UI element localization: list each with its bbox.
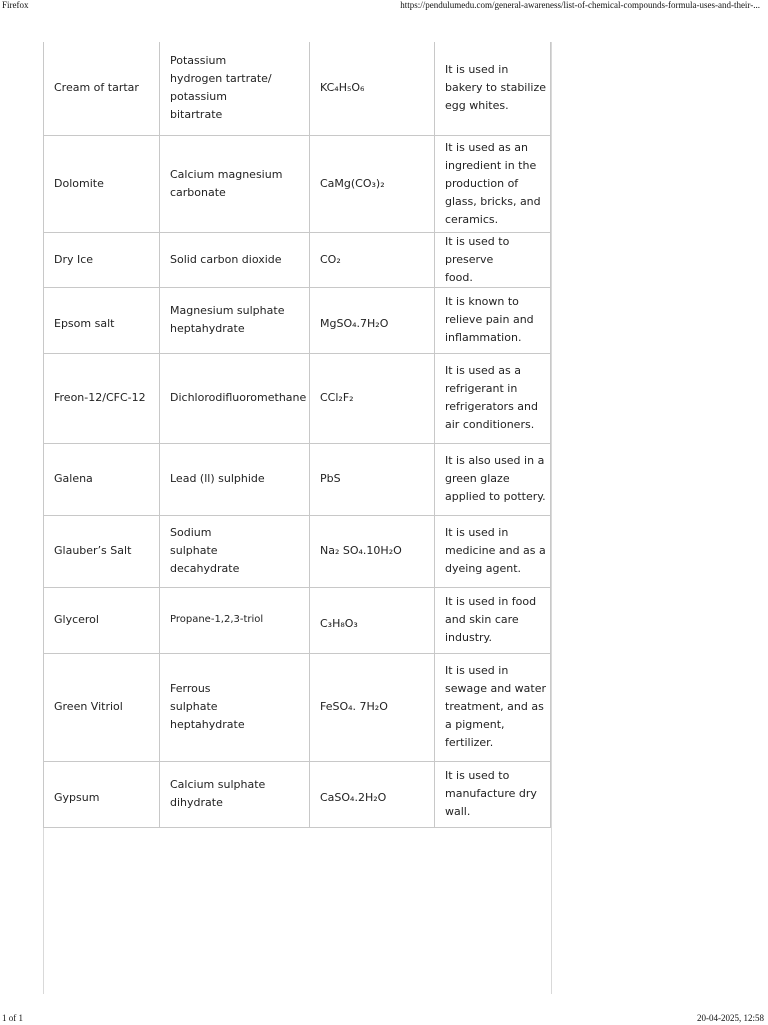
compound-use: It is also used in a green glaze applied to pottery.	[435, 443, 551, 515]
chemical-formula: C₃H₈O₃	[310, 587, 435, 653]
page-url[interactable]: https://pendulumedu.com/general-awareness/list-of-chemical-compounds-formula-uses-and-their-...	[400, 0, 760, 10]
compound-use: It is used as a refrigerant in refrigerators and air conditioners.	[435, 353, 551, 443]
chemical-formula: Na₂ SO₄.10H₂O	[310, 515, 435, 587]
chemical-formula: MgSO₄.7H₂O	[310, 287, 435, 353]
chemical-name: Calcium sulphate dihydrate	[160, 761, 310, 827]
chemical-name: Solid carbon dioxide	[160, 232, 310, 287]
chemical-name: Potassium hydrogen tartrate/ potassium bitartrate	[160, 42, 310, 135]
table-row	[44, 353, 551, 443]
chemical-formula: KC₄H₅O₆	[310, 42, 435, 135]
chemical-formula: FeSO₄. 7H₂O	[310, 653, 435, 761]
compound-name: Dry Ice	[44, 232, 160, 287]
chemical-name: Propane-1,2,3-triol	[160, 587, 310, 653]
chemical-name: Magnesium sulphate heptahydrate	[160, 287, 310, 353]
chemical-formula: CCl₂F₂	[310, 353, 435, 443]
compound-name: Freon-12/CFC-12	[44, 353, 160, 443]
compound-name: Galena	[44, 443, 160, 515]
compound-use: It is used in food and skin care industry.	[435, 587, 551, 653]
compound-use: It is used in medicine and as a dyeing agent.	[435, 515, 551, 587]
chemical-name: Ferrous sulphate heptahydrate	[160, 653, 310, 761]
table-row	[44, 232, 551, 287]
compound-name: Glycerol	[44, 587, 160, 653]
chemical-name: Lead (ll) sulphide	[160, 443, 310, 515]
table-row	[44, 287, 551, 353]
chemical-formula: CO₂	[310, 232, 435, 287]
table-row	[44, 135, 551, 232]
compound-name: Gypsum	[44, 761, 160, 827]
table-row	[44, 515, 551, 587]
table-row	[44, 653, 551, 761]
print-footer	[0, 1013, 768, 1025]
compound-use: It is known to relieve pain and inflammation.	[435, 287, 551, 353]
table-row	[44, 587, 551, 653]
browser-name: Firefox	[2, 0, 29, 10]
page-count: 1 of 1	[2, 1013, 23, 1023]
chemical-name: Calcium magnesium carbonate	[160, 135, 310, 232]
chemical-formula: PbS	[310, 443, 435, 515]
compound-use: It is used to preserve food.	[435, 232, 551, 287]
print-header	[0, 0, 768, 12]
compound-use: It is used in sewage and water treatment, and as a pigment, fertilizer.	[435, 653, 551, 761]
compound-name: Green Vitriol	[44, 653, 160, 761]
table-row	[44, 443, 551, 515]
compound-name: Glauber’s Salt	[44, 515, 160, 587]
compound-use: It is used to manufacture dry wall.	[435, 761, 551, 827]
compounds-table	[43, 42, 551, 828]
chemical-name: Sodium sulphate decahydrate	[160, 515, 310, 587]
print-timestamp: 20-04-2025, 12:58	[697, 1013, 764, 1023]
chemical-formula: CaSO₄.2H₂O	[310, 761, 435, 827]
chemical-name: Dichlorodifluoromethane	[160, 353, 310, 443]
table-row	[44, 761, 551, 827]
chemical-formula: CaMg(CO₃)₂	[310, 135, 435, 232]
compound-use: It is used as an ingredient in the production of glass, bricks, and ceramics.	[435, 135, 551, 232]
compound-use: It is used in bakery to stabilize egg whites.	[435, 42, 551, 135]
compound-name: Dolomite	[44, 135, 160, 232]
compound-name: Cream of tartar	[44, 42, 160, 135]
compound-name: Epsom salt	[44, 287, 160, 353]
table-row	[44, 42, 551, 135]
